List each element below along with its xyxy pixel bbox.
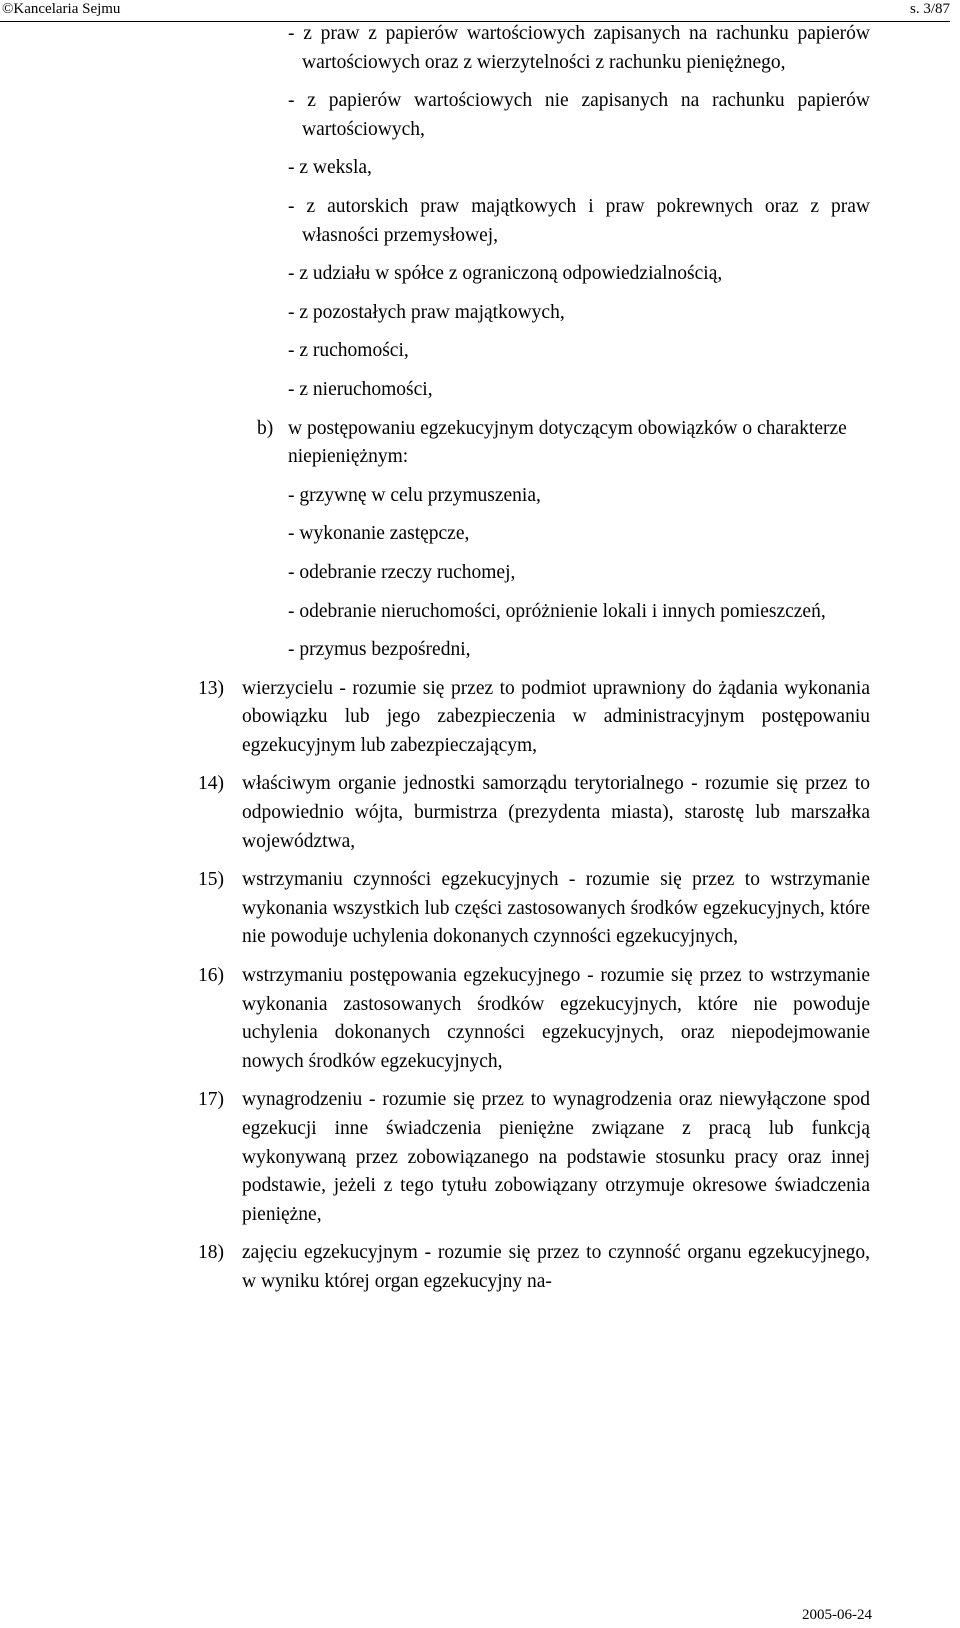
dash-item: - z nieruchomości, [288,378,433,400]
dash-item: - z ruchomości, [288,340,409,362]
item-number: 16) [198,965,224,987]
document-body [0,20,960,1307]
footer-date: 2005-06-24 [802,1607,872,1623]
item-text: wstrzymaniu czynności egzekucyjnych - rozumie się przez to wstrzymanie wykonania wszystkich lub części zastosowanych środków egzekucyjnych, które nie powoduje uchylenia dokonanych czynności egzekucyjnych, [242,869,870,948]
subpoint-b [257,415,870,472]
definition-item [198,675,870,761]
dash-list-a [0,20,960,405]
definition-item [198,770,870,856]
item-text: wierzycielu - rozumie się przez to podmiot uprawniony do żądania wykonania obowiązku lub jego zabezpieczenia w administracyjnym postępowaniu egzekucyjnym lub zabezpieczającym, [242,677,870,756]
item-text: wynagrodzeniu - rozumie się przez to wynagrodzenia oraz niewyłączone spod egzekucji inne świadczenia pieniężne związane z pracą lub funkcją wykonywaną przez zobowiązanego na podstawie stosunku pracy oraz innej podstawie, jeżeli z tego tytułu zobowiązany otrzymuje okresowe świadczenia pieniężne, [242,1089,870,1225]
definition-item [198,866,870,952]
item-text: wstrzymaniu postępowania egzekucyjnego - rozumie się przez to wstrzymanie wykonania zastosowanych środków egzekucyjnych, które nie powoduje uchylenia dokonanych czynności egzekucyjnych, oraz niepodejmowanie nowych środków egzekucyjnych, [242,965,870,1072]
dash-item: - odebranie nieruchomości, opróżnienie lokali i innych pomieszczeń, [288,600,826,622]
header-source: ©Kancelaria Sejmu [2,1,121,17]
dash-item: - z pozostałych praw majątkowych, [288,301,565,323]
item-text: właściwym organie jednostki samorządu terytorialnego - rozumie się przez to odpowiednio wójta, burmistrza (prezydenta miasta), starostę lub marszałka województwa, [242,773,870,852]
dash-item: - z praw z papierów wartościowych zapisanych na rachunku papierów wartościowych oraz z wierzytelności z rachunku pieniężnego, [288,23,870,73]
dash-item: - z udziału w spółce z ograniczoną odpowiedzialnością, [288,263,723,285]
item-text: zajęciu egzekucyjnym - rozumie się przez to czynność organu egzekucyjnego, w wyniku której organ egzekucyjny na- [242,1242,870,1292]
dash-item: - wykonanie zastępcze, [288,523,470,545]
definition-item [198,1239,870,1296]
item-number: 17) [198,1089,224,1111]
dash-item: - z papierów wartościowych nie zapisanych na rachunku papierów wartościowych, [288,90,870,140]
definition-item [198,962,870,1076]
item-number: 18) [198,1242,224,1264]
dash-item: - grzywnę w celu przymuszenia, [288,484,541,506]
dash-item: - z autorskich praw majątkowych i praw pokrewnych oraz z praw własności przemysłowej, [288,195,870,246]
dash-item: - z weksla, [288,157,372,179]
dash-list-b [0,482,960,665]
header-page-number: s. 3/87 [909,1,950,17]
dash-item: - przymus bezpośredni, [288,639,471,661]
item-number: 13) [198,677,224,699]
definition-item [198,1086,870,1229]
dash-item: - odebranie rzeczy ruchomej, [288,561,516,583]
numbered-definitions [0,675,960,1297]
item-number: 15) [198,869,224,891]
item-number: 14) [198,773,224,795]
subpoint-text: w postępowaniu egzekucyjnym dotyczącym obowiązków o charakterze niepieniężnym: [288,417,847,468]
subpoint-label: b) [257,417,274,439]
